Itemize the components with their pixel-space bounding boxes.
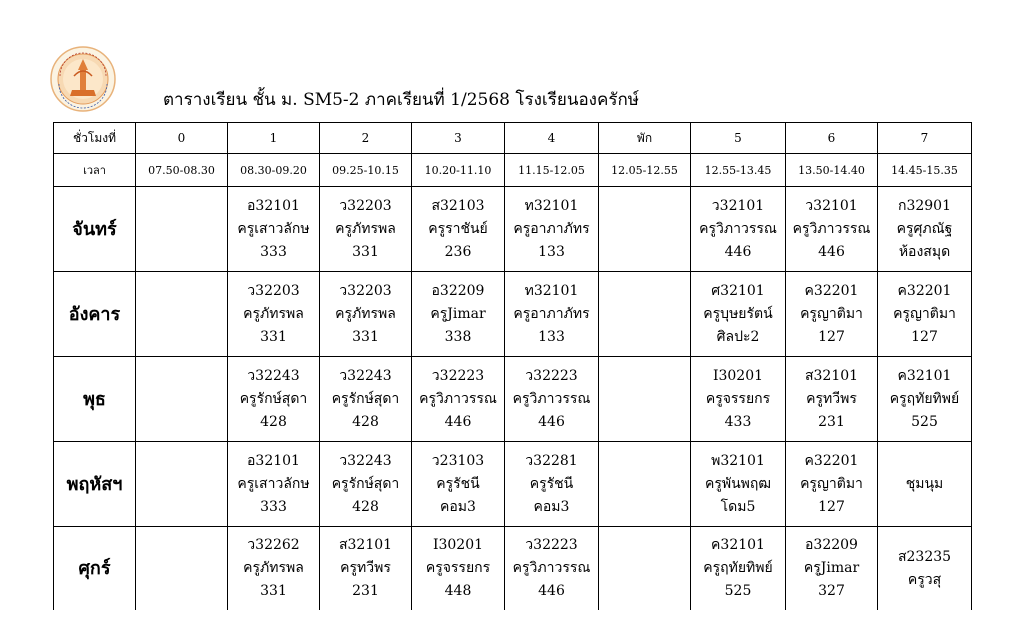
class-cell (320, 187, 412, 272)
header-row (54, 123, 972, 154)
subject-code: ค32101 (897, 367, 952, 384)
day-row (54, 272, 972, 357)
subject-code: ว32243 (339, 367, 392, 384)
room-number: 446 (818, 243, 845, 260)
time-slot: 14.45-15.35 (878, 154, 972, 187)
subject-code: ท32101 (524, 197, 579, 214)
teacher-name: ครูอาภาภัทร (513, 305, 590, 322)
empty-cell (599, 357, 691, 442)
room-number: 433 (724, 413, 752, 430)
teacher-name: ครูวิภาวรรณ (419, 390, 497, 407)
day-name: พุธ (54, 357, 136, 442)
subject-code: ชุมนุม (905, 475, 944, 492)
period-number: 7 (878, 123, 972, 154)
subject-code: ว32203 (339, 197, 392, 214)
day-row (54, 442, 972, 527)
subject-code: อ32209 (431, 282, 485, 299)
subject-code: I30201 (432, 537, 484, 553)
subject-code: ว32223 (525, 367, 578, 384)
subject-code: ว23103 (431, 452, 485, 469)
class-cell (505, 527, 599, 611)
class-cell (320, 357, 412, 442)
class-cell (412, 357, 505, 442)
class-cell (228, 187, 320, 272)
school-seal-icon (50, 46, 116, 112)
teacher-name: ครูอาภาภัทร (513, 220, 590, 237)
time-row (54, 154, 972, 187)
class-cell (320, 272, 412, 357)
empty-cell (136, 357, 228, 442)
teacher-name: ครูรักษ์สุดา (331, 390, 400, 407)
room-number: 127 (911, 328, 938, 345)
room-number: โดม5 (720, 498, 756, 515)
room-number: 331 (260, 328, 287, 345)
room-number: 428 (260, 413, 287, 430)
teacher-name: ครูราชันย์ (428, 220, 488, 237)
subject-code: อ32101 (247, 452, 300, 469)
class-cell (691, 187, 786, 272)
time-slot: 13.50-14.40 (786, 154, 878, 187)
subject-code: ว32223 (525, 537, 578, 553)
time-label: เวลา (54, 154, 136, 187)
subject-code: I30201 (712, 367, 764, 384)
class-cell (878, 527, 972, 611)
teacher-name: ครูเสาวลักษ (237, 220, 310, 237)
teacher-name: ครูฤทัยทิพย์ (703, 560, 773, 576)
room-number: 338 (444, 328, 472, 345)
day-name: จันทร์ (54, 187, 136, 272)
school-logo (50, 46, 116, 112)
room-number: 525 (911, 413, 938, 430)
room-number: 448 (444, 583, 472, 599)
class-cell (412, 527, 505, 611)
class-cell (412, 187, 505, 272)
subject-code: ว32262 (247, 537, 300, 553)
class-cell (320, 527, 412, 611)
subject-code: อ32101 (247, 197, 300, 214)
period-number: 6 (786, 123, 878, 154)
class-cell (412, 442, 505, 527)
subject-code: ส23235 (897, 548, 952, 565)
empty-cell (599, 442, 691, 527)
subject-code: พ32101 (711, 452, 765, 469)
teacher-name: ครูพันพฤฒ (704, 475, 772, 492)
time-slot: 09.25-10.15 (320, 154, 412, 187)
empty-cell (136, 272, 228, 357)
class-cell (878, 272, 972, 357)
class-cell (228, 442, 320, 527)
teacher-name: ครูจรรยกร (425, 560, 491, 576)
class-cell (505, 442, 599, 527)
class-cell (691, 442, 786, 527)
teacher-name: ครูภัทรพล (335, 220, 396, 237)
empty-cell (136, 187, 228, 272)
class-cell (786, 187, 878, 272)
empty-cell (599, 187, 691, 272)
room-number: 127 (818, 328, 845, 345)
subject-code: ว32223 (431, 367, 485, 384)
teacher-name: ครูวิภาวรรณ (512, 560, 591, 576)
class-cell (786, 442, 878, 527)
class-cell (505, 357, 599, 442)
teacher-name: ครูบุษยรัตน์ (703, 305, 773, 322)
room-number: 331 (260, 583, 287, 599)
class-cell (786, 272, 878, 357)
teacher-name: ครูญาติมา (893, 305, 956, 322)
teacher-name: ครูรักษ์สุดา (239, 390, 308, 407)
room-number: 231 (818, 413, 845, 430)
teacher-name: ครูทวีพร (806, 390, 857, 407)
teacher-name: ครูจรรยกร (705, 390, 771, 407)
room-number: ศิลปะ2 (716, 328, 760, 345)
subject-code: ส32101 (338, 537, 393, 553)
teacher-name: ครูญาติมา (800, 305, 863, 322)
room-number: 428 (352, 413, 379, 430)
class-cell (691, 527, 786, 611)
subject-code: ว32203 (247, 282, 300, 299)
teacher-name: ครูวิภาวรรณ (512, 390, 591, 407)
period-label: ชั่วโมงที่ (54, 123, 136, 154)
time-slot: 12.55-13.45 (691, 154, 786, 187)
teacher-name: ครูญาติมา (800, 475, 863, 492)
teacher-name: ครูทวีพร (340, 560, 391, 576)
subject-code: ส32101 (804, 367, 859, 384)
class-cell (878, 187, 972, 272)
room-number: 446 (724, 243, 752, 260)
room-number: 127 (818, 498, 845, 515)
day-name: อังคาร (54, 272, 136, 357)
subject-code: ว32101 (805, 197, 858, 214)
empty-cell (136, 442, 228, 527)
teacher-name: ครูรักษ์สุดา (331, 475, 400, 492)
day-row (54, 527, 972, 611)
period-number: 5 (691, 123, 786, 154)
room-number: 327 (818, 583, 845, 599)
teacher-name: ครูวิภาวรรณ (792, 220, 871, 237)
class-cell (228, 527, 320, 611)
subject-code: ว32101 (711, 197, 765, 214)
class-cell (691, 272, 786, 357)
room-number: 446 (538, 583, 565, 599)
teacher-name: ครูเสาวลักษ (237, 475, 310, 492)
period-number: 3 (412, 123, 505, 154)
room-number: 331 (352, 243, 379, 260)
subject-code: ศ32101 (711, 282, 765, 299)
day-row (54, 187, 972, 272)
time-slot: 07.50-08.30 (136, 154, 228, 187)
room-number: 236 (444, 243, 472, 260)
room-number: ห้องสมุด (898, 243, 951, 260)
subject-code: ส32103 (431, 197, 485, 214)
subject-code: ค32201 (804, 452, 859, 469)
teacher-name: ครูJimar (803, 560, 860, 576)
subject-code: ว32281 (525, 452, 578, 469)
room-number: 231 (352, 583, 379, 599)
subject-code: ว32243 (247, 367, 300, 384)
class-cell (691, 357, 786, 442)
subject-code: ค32201 (897, 282, 952, 299)
class-cell (228, 272, 320, 357)
room-number: 446 (538, 413, 565, 430)
empty-cell (599, 527, 691, 611)
subject-code: ท32101 (524, 282, 579, 299)
class-cell (786, 527, 878, 611)
time-slot: 11.15-12.05 (505, 154, 599, 187)
subject-code: ค32201 (804, 282, 859, 299)
class-cell (878, 357, 972, 442)
period-number: 2 (320, 123, 412, 154)
period-number: 4 (505, 123, 599, 154)
teacher-name: ครูวิภาวรรณ (699, 220, 777, 237)
time-slot: 10.20-11.10 (412, 154, 505, 187)
class-cell (228, 357, 320, 442)
room-number: 525 (724, 583, 752, 599)
day-row (54, 357, 972, 442)
period-number: พัก (599, 123, 691, 154)
timetable (53, 122, 972, 610)
room-number: 133 (538, 243, 565, 260)
subject-code: ว32243 (339, 452, 392, 469)
teacher-name: ครูศุภณัฐ (896, 220, 953, 237)
class-cell (320, 442, 412, 527)
teacher-name: ครูภัทรพล (243, 305, 304, 322)
room-number: 428 (352, 498, 379, 515)
teacher-name: ครูวสุ (907, 571, 942, 588)
room-number: คอม3 (533, 498, 570, 515)
page-title: ตารางเรียน ชั้น ม. SM5-2 ภาคเรียนที่ 1/2568 โรงเรียนองครักษ์ (163, 90, 639, 110)
class-cell (878, 442, 972, 527)
teacher-name: ครูฤทัยทิพย์ (889, 390, 960, 407)
time-slot: 12.05-12.55 (599, 154, 691, 187)
empty-cell (136, 527, 228, 611)
class-cell (505, 187, 599, 272)
class-cell (505, 272, 599, 357)
class-cell (786, 357, 878, 442)
subject-code: ว32203 (339, 282, 392, 299)
teacher-name: ครูรัชนี (529, 475, 574, 492)
subject-code: ก32901 (897, 197, 951, 214)
room-number: 333 (260, 498, 287, 515)
time-slot: 08.30-09.20 (228, 154, 320, 187)
period-number: 1 (228, 123, 320, 154)
day-name: พฤหัสฯ (54, 442, 136, 527)
class-cell (412, 272, 505, 357)
teacher-name: ครูJimar (430, 305, 486, 322)
room-number: 333 (260, 243, 287, 260)
teacher-name: ครูรัชนี (436, 475, 480, 492)
room-number: 446 (444, 413, 472, 430)
room-number: 133 (538, 328, 565, 345)
room-number: คอม3 (440, 498, 476, 515)
teacher-name: ครูภัทรพล (243, 560, 304, 576)
empty-cell (599, 272, 691, 357)
subject-code: ค32101 (711, 537, 765, 553)
period-number: 0 (136, 123, 228, 154)
day-name: ศุกร์ (54, 527, 136, 611)
teacher-name: ครูภัทรพล (335, 305, 396, 322)
room-number: 331 (352, 328, 379, 345)
subject-code: อ32209 (805, 537, 858, 553)
